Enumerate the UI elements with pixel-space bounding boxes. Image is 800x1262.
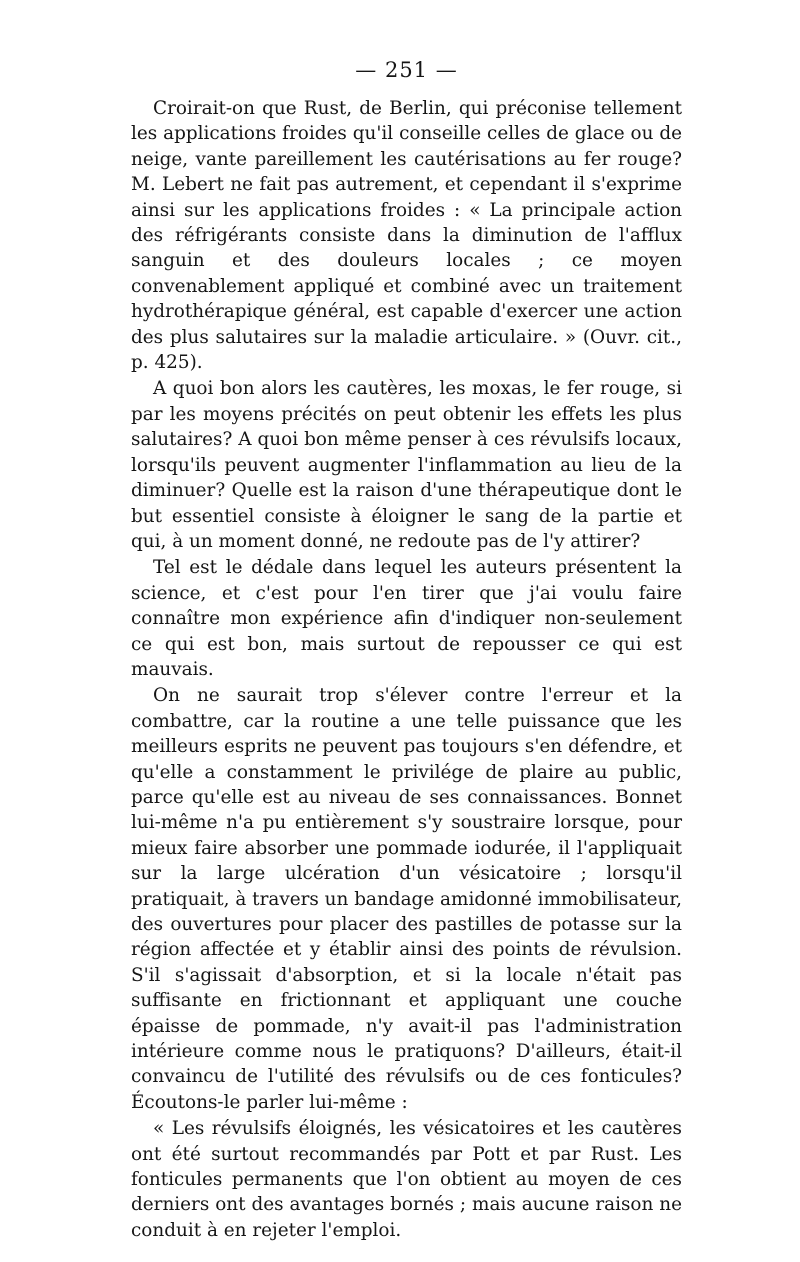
paragraph-2: A quoi bon alors les cautères, les moxas, le fer rouge, si par les moyens précités on peut obtenir les effets les plus salutaires? A quoi bon même penser à ces révulsifs locaux, lorsqu'ils peuvent augmenter l'inflammation au lieu de la diminuer? Quelle est la raison d'une thérapeutique dont le but essentiel consiste à éloigner le sang de la partie et qui, à un moment donné, ne redoute pas de l'y attirer? (131, 378, 682, 552)
paragraph-5: « Les révulsifs éloignés, les vésicatoires et les cautères ont été surtout recommandés par Pott et par Rust. Les fonticules permanents que l'on obtient au moyen de ces derniers ont des avantages bornés ; mais aucune raison ne conduit à en rejeter l'emploi. (131, 1118, 682, 1241)
body-text (131, 96, 682, 1243)
paragraph-4: On ne saurait trop s'élever contre l'erreur et la combattre, car la routine a une telle puissance que les meilleurs esprits ne peuvent pas toujours s'en défendre, et qu'elle a constamment le privilége de plaire au public, parce qu'elle est au niveau de ses connaissances. Bonnet lui-même n'a pu entièrement s'y soustraire lorsque, pour mieux faire absorber une pommade iodurée, il l'appliquait sur la large ulcération d'un vésicatoire ; lorsqu'il pratiquait, à travers un bandage amidonné immobilisateur, des ouvertures pour placer des pastilles de potasse sur la région affectée et y établir ainsi des points de révulsion. S'il s'agissait d'absorption, et si la locale n'était pas suffisante en frictionnant et appliquant une couche épaisse de pommade, n'y avait-il pas l'administration intérieure comme nous le pratiquons? D'ailleurs, était-il convaincu de l'utilité des révulsifs ou de ces fonticules? Écoutons-le parler lui-même : (131, 685, 682, 1113)
paragraph-1: Croirait-on que Rust, de Berlin, qui préconise tellement les applications froides qu'il conseille celles de glace ou de neige, vante pareillement les cautérisations au fer rouge? M. Lebert ne fait pas autrement, et cependant il s'exprime ainsi sur les applications froides : « La principale action des réfrigérants consiste dans la diminution de l'afflux sanguin et des douleurs locales ; ce moyen convenablement appliqué et combiné avec un traitement hydrothérapique général, est capable d'exercer une action des plus salutaires sur la maladie articulaire. » (Ouvr. cit., p. 425). (131, 98, 682, 374)
paragraph-3: Tel est le dédale dans lequel les auteurs présentent la science, et c'est pour l'en tirer que j'ai voulu faire connaître mon expérience afin d'indiquer non-seulement ce qui est bon, mais surtout de repousser ce qui est mauvais. (131, 557, 682, 680)
page-number: — 251 — (355, 58, 458, 82)
